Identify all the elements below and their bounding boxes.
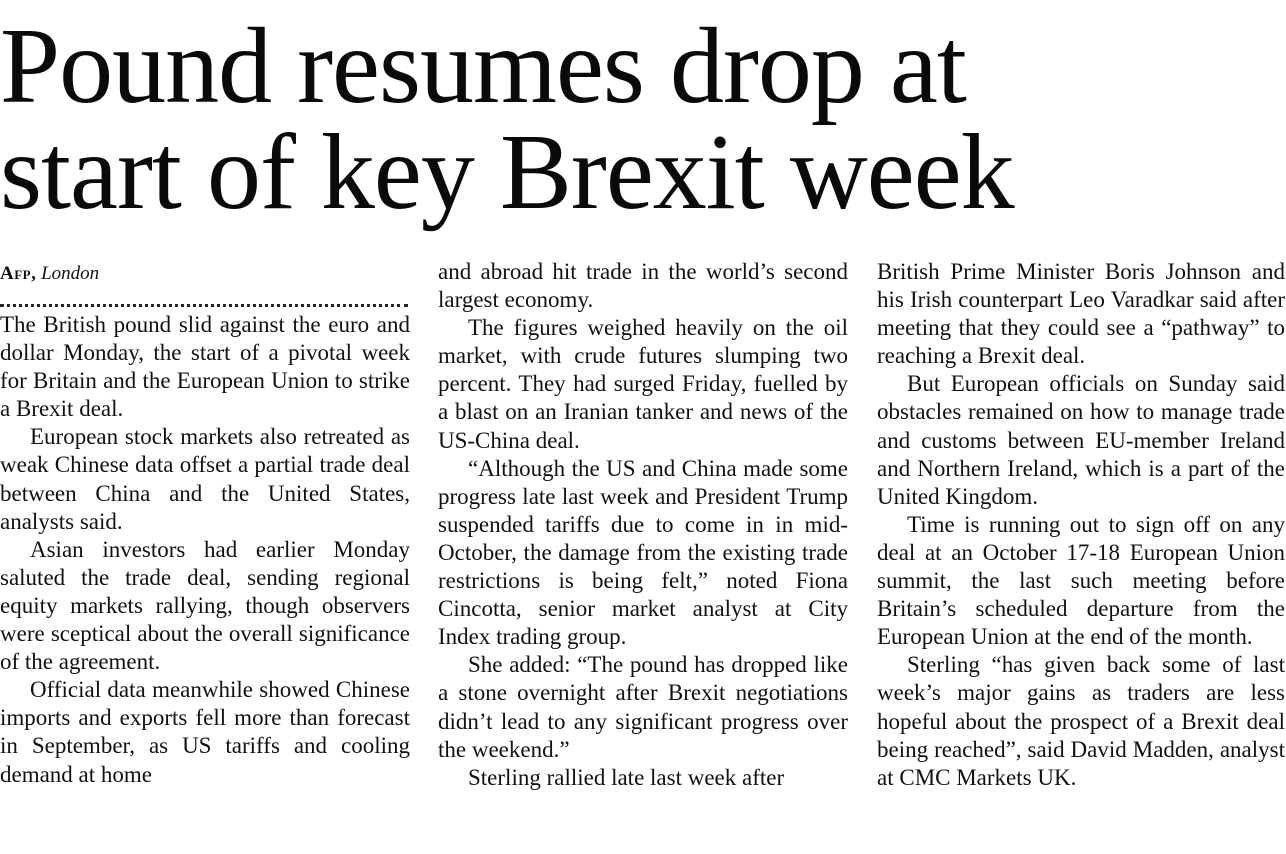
headline <box>0 7 1286 232</box>
paragraph: Asian investors had earlier Monday saluted the trade deal, sending regional equity markets rallying, though observers were sceptical about the overall significance of the agreement. <box>0 536 410 675</box>
article-column-3 <box>877 258 1285 792</box>
paragraph: Time is running out to sign off on any deal at an October 17-18 European Union summit, the last such meeting before Britain’s scheduled departure from the European Union at the end of the month. <box>877 511 1285 650</box>
paragraph: and abroad hit trade in the world’s second largest economy. <box>438 259 848 313</box>
paragraph: She added: “The pound has dropped like a stone overnight after Brexit negotiations didn’t lead to any significant progress over the weekend.” <box>438 652 848 762</box>
byline <box>0 258 410 288</box>
byline-agency: Afp, <box>0 263 37 284</box>
dotted-divider <box>0 290 408 307</box>
paragraph: The figures weighed heavily on the oil market, with crude futures slumping two percent. They had surged Friday, fuelled by a blast on an Iranian tanker and news of the US-China deal. <box>438 315 848 453</box>
headline-line-1: Pound resumes drop at <box>0 7 966 126</box>
paragraph: Sterling “has given back some of last week’s major gains as traders are less hopeful about the prospect of a Brexit deal being reached”, said David Madden, analyst at CMC Markets UK. <box>877 652 1285 790</box>
paragraph: Sterling rallied late last week after <box>468 764 785 790</box>
paragraph: The British pound slid against the euro and dollar Monday, the start of a pivotal week for Britain and the European Union to strike a Brexit deal. <box>0 312 410 422</box>
paragraph: British Prime Minister Boris Johnson and his Irish counterpart Leo Varadkar said after meeting that they could see a “pathway” to reaching a Brexit deal. <box>877 259 1285 369</box>
paragraph: “Although the US and China made some progress late last week and President Trump suspended tariffs due to come in in mid-October, the damage from the existing trade restrictions is being felt,” noted Fiona Cincotta, senior market analyst at City Index trading group. <box>438 455 848 650</box>
paragraph: Official data meanwhile showed Chinese imports and exports fell more than forecast in September, as US tariffs and cooling demand at home <box>0 677 410 787</box>
paragraph: But European officials on Sunday said obstacles remained on how to manage trade and customs between EU-member Ireland and Northern Ireland, which is a part of the United Kingdom. <box>877 371 1285 509</box>
article-column-2 <box>438 258 848 792</box>
article-column-1 <box>0 258 410 789</box>
headline-line-2: start of key Brexit week <box>0 113 1014 232</box>
byline-location: London <box>41 263 100 284</box>
paragraph: European stock markets also retreated as weak Chinese data offset a partial trade deal between China and the United States, analysts said. <box>0 424 410 534</box>
